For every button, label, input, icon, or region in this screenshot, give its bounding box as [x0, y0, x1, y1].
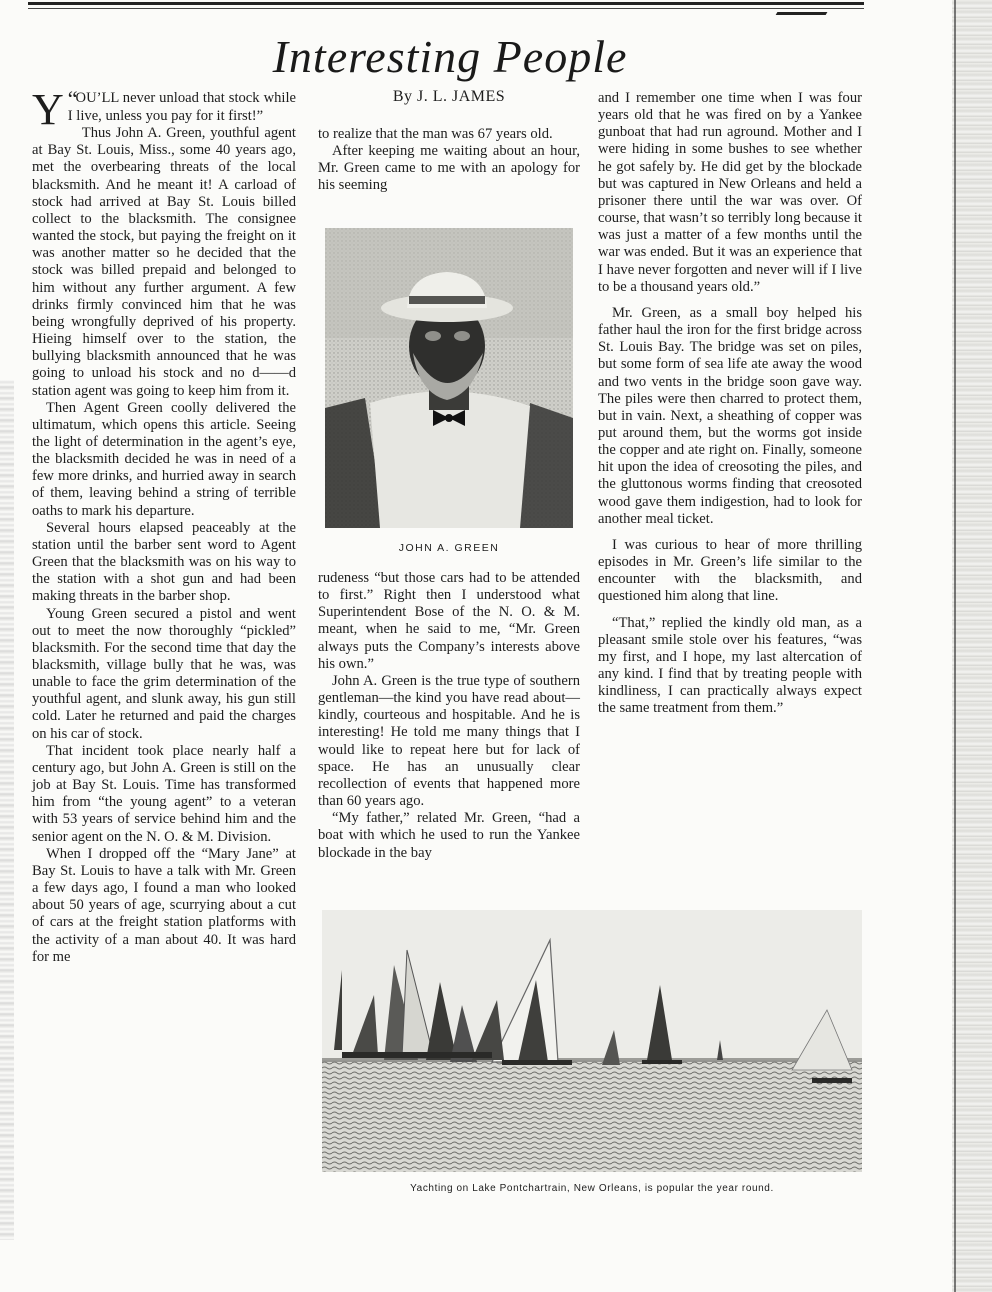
paragraph: Then Agent Green coolly delivered the ultimatum, which opens this article. Seeing the light of determination in the agent’s eye, the blacksmith decided he was in need of a few more drinks, and hurried away in search of them, leaving behind a string of terrible oaths to mark his departure.	[32, 399, 296, 519]
top-border-thin-rule	[28, 8, 864, 9]
portrait-caption: JOHN A. GREEN	[398, 542, 500, 554]
text-column-3	[598, 90, 862, 717]
paragraph: rudeness “but those cars had to be attended to first.” Right then I understood what Superintendent Bose of the N. O. & M. meant, when he said to me, “Mr. Green always puts the Company’s interests above his own.”	[318, 570, 580, 672]
yacht-illustration	[322, 910, 862, 1172]
left-margin-speckle	[0, 380, 14, 1240]
yacht-caption: Yachting on Lake Pontchartrain, New Orleans, is popular the year round.	[410, 1183, 774, 1194]
paragraph: Young Green secured a pistol and went out to meet the now thoroughly “pickled” blacksmith. For the second time that day the blacksmith, village bully that he was, was unable to face the grim determination of the youthful agent, and slunk away, his gun still cold. Later he returned and paid the charges on his car of stock.	[32, 605, 296, 742]
paragraph: Thus John A. Green, youthful agent at Bay St. Louis, Miss., some 40 years ago, met the overbearing threats of the local blacksmith. And he meant it! A carload of stock had arrived at Bay St. Louis billed collect to the blacksmith. The consignee wanted the stock, but paying the freight on it was another matter so he decided that the stock was billed prepaid and belonged to him without any further argument. A few drinks firmly convinced him that he was being wrongfully deprived of his property. Hieing himself over to the station, the bullying blacksmith announced that he was going to unload his stock and no d——d station agent was going to keep him from it.	[32, 125, 296, 399]
top-border-rule	[28, 2, 864, 5]
article-byline: By J. L. JAMES	[392, 88, 506, 105]
paragraph-text: OU’LL never unload that stock while I live, unless you pay for it first!”	[67, 90, 296, 124]
paragraph: After keeping me waiting about an hour, Mr. Green came to me with an apology for his seeming	[318, 143, 580, 194]
paragraph: Several hours elapsed peaceably at the station until the barber sent word to Agent Green that the blacksmith was on his way to the station with a shot gun and had been making threats in the barber shop.	[32, 519, 296, 605]
text-column-2-top	[318, 126, 580, 195]
paragraph: I was curious to hear of more thrilling episodes in Mr. Green’s life similar to the encounter with the blacksmith, and questioned him along that line.	[598, 536, 862, 605]
opening-quote-mark: “	[67, 86, 76, 111]
paragraph: John A. Green is the true type of southern gentleman—the kind you have read about—kindly, courteous and hospitable. And he is interesting! He told me many things that I would like to repeat here but for lack of space. He has an unusually clear recollection of events that happened more than 60 years ago.	[318, 672, 580, 810]
corner-ornament	[776, 0, 835, 15]
portrait-photo	[325, 228, 573, 528]
page-edge-line	[954, 0, 956, 1292]
paragraph: “That,” replied the kindly old man, as a pleasant smile stole over his features, “was my first, and I hope, my last altercation of any kind. I find that by treating people with kindliness, I can practically always expect the same treatment from them.”	[598, 614, 862, 717]
yacht-photo	[322, 910, 862, 1172]
paragraph: “My father,” related Mr. Green, “had a boat with which he used to run the Yankee blockade in the bay	[318, 810, 580, 861]
paragraph: to realize that the man was 67 years old.	[318, 126, 553, 142]
paragraph: and I remember one time when I was four years old that he was fired on by a Yankee gunboat that had run aground. Mother and I were hiding in some bushes to see whether he got safely by. He did get by the blockade but was captured in New Orleans and held a prisoner there until the war was over. Of course, that wasn’t so terribly long because it was just a matter of a few months until the war was ended. But it was an experience that I have never forgotten and never will if I live to be a thousand years old.”	[598, 90, 862, 295]
opening-paragraph	[32, 85, 296, 134]
scanned-page-edge	[952, 0, 992, 1292]
text-column-1	[32, 85, 296, 966]
article-title: Interesting People	[272, 31, 628, 82]
paragraph: Mr. Green, as a small boy helped his father haul the iron for the first bridge across St. Louis Bay. The bridge was set on piles, but some form of sea life ate away the wood and two vents in the bridge soon gave way. The piles were then charred to protect them, but in vain. Next, a sheathing of copper was put around them, but the worms got inside the copper and ate right on. Finally, someone hit upon the idea of creosoting the piles, and the gluttonous worms finding that creosoted wood gave them indigestion, had to look for another meal ticket.	[598, 304, 862, 527]
paragraph: When I dropped off the “Mary Jane” at Bay St. Louis to have a talk with Mr. Green a few days ago, I found a man who looked about 50 years of age, scurrying about a cut of cars at the freight station platforms with the activity of a man about 40. It was hard for me	[32, 845, 296, 965]
drop-cap-letter: Y	[32, 85, 64, 134]
portrait-illustration	[325, 228, 573, 528]
text-column-2-bottom	[318, 570, 580, 862]
paragraph: That incident took place nearly half a century ago, but John A. Green is still on the job at Bay St. Louis. Time has transformed him from “the young agent” to a veteran with 53 years of service behind him and the senior agent on the N. O. & M. Division.	[32, 742, 296, 845]
